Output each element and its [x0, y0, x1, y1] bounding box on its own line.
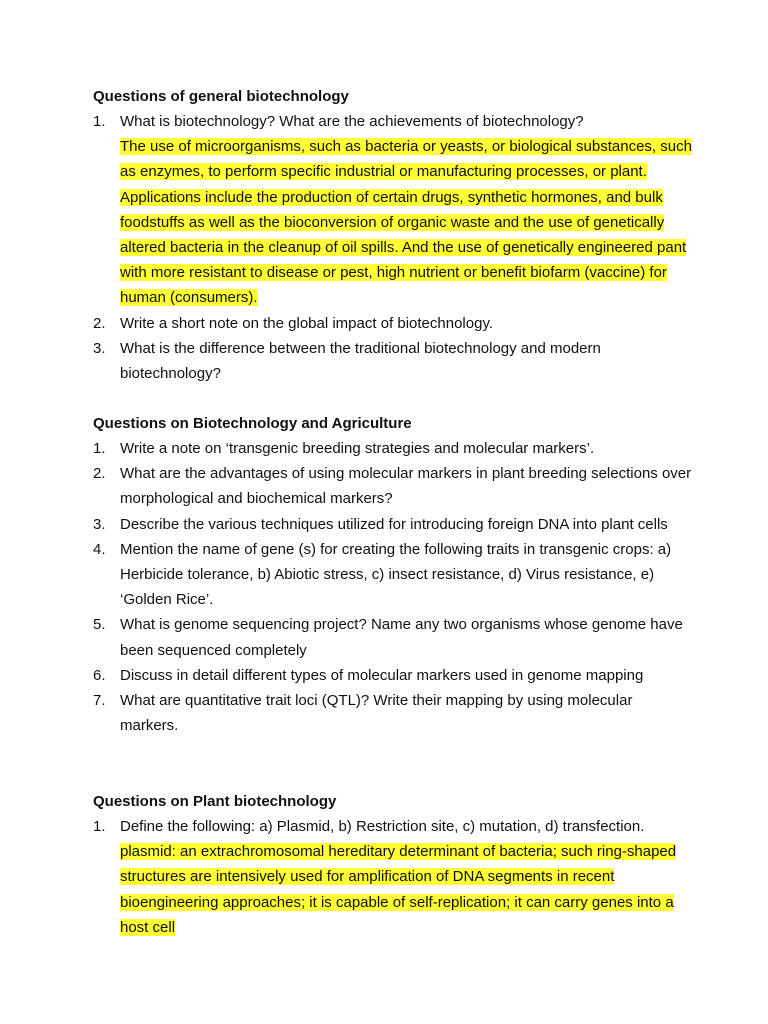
section-heading: Questions on Plant biotechnology	[93, 793, 337, 810]
question-item	[93, 663, 693, 688]
question-item	[93, 461, 693, 511]
section-heading: Questions of general biotechnology	[93, 88, 349, 105]
question-text: What is genome sequencing project? Name any two organisms whose genome have been sequenced completely	[120, 616, 683, 659]
question-item	[93, 512, 693, 537]
question-number: 4.	[93, 540, 106, 558]
question-text: Describe the various techniques utilized for introducing foreign DNA into plant cells	[120, 515, 668, 533]
section-heading: Questions on Biotechnology and Agriculture	[93, 415, 412, 432]
question-item	[93, 336, 693, 386]
question-item	[93, 311, 693, 336]
question-text: What is the difference between the traditional biotechnology and modern biotechnology?	[120, 339, 601, 383]
question-item	[93, 688, 693, 738]
question-number: 3.	[93, 515, 106, 533]
question-number: 2.	[93, 314, 106, 332]
question-number: 6.	[93, 666, 106, 684]
section-plant-biotechnology	[93, 789, 693, 940]
question-text: What are the advantages of using molecular markers in plant breeding selections over morphological and biochemical markers?	[120, 465, 692, 508]
question-number: 1.	[93, 113, 106, 130]
question-list	[93, 109, 693, 386]
question-number: 3.	[93, 339, 106, 357]
question-text: Mention the name of gene (s) for creating the following traits in transgenic crops: a) Herbicide tolerance, b) Abiotic stress, c) insect resistance, d) Virus resistance, e) ‘Golden Rice’.	[120, 540, 672, 609]
question-text: What is biotechnology? What are the achievements of biotechnology?	[120, 113, 584, 130]
question-text: Write a note on ‘transgenic breeding strategies and molecular markers’.	[120, 440, 595, 457]
question-text: Discuss in detail different types of molecular markers used in genome mapping	[120, 666, 644, 684]
question-number: 2.	[93, 465, 106, 483]
question-text: Write a short note on the global impact of biotechnology.	[120, 314, 494, 332]
question-list	[93, 814, 693, 940]
question-list	[93, 436, 693, 738]
question-number: 7.	[93, 692, 106, 710]
highlighted-answer: plasmid: an extrachromosomal hereditary determinant of bacteria; such ring-shaped structures are intensively used for amplification of DNA segments in recent bioengineering approaches; it is capable of self-replication; it can carry genes into a host cell	[120, 843, 677, 936]
section-general-biotechnology	[93, 84, 693, 386]
question-number: 5.	[93, 616, 106, 634]
highlighted-answer: The use of microorganisms, such as bacteria or yeasts, or biological substances, such as enzymes, to perform specific industrial or manufacturing processes, or plant. Applications include the production of certain drugs, synthetic hormones, and bulk foodstuffs as well as the bioconversion of organic waste and the use of genetically altered bacteria in the cleanup of oil spills. And the use of genetically engineered pant with more resistant to disease or pest, high nutrient or benefit biofarm (vaccine) for human (consumers).	[120, 138, 692, 307]
question-text: What are quantitative trait loci (QTL)? Write their mapping by using molecular markers.	[120, 692, 633, 735]
section-biotechnology-agriculture	[93, 411, 693, 738]
question-item	[93, 612, 693, 662]
question-item	[93, 537, 693, 613]
question-number: 1.	[93, 818, 106, 835]
question-number: 1.	[93, 440, 106, 457]
question-item	[93, 109, 693, 311]
question-item	[93, 436, 693, 461]
question-text: Define the following: a) Plasmid, b) Restriction site, c) mutation, d) transfection.	[120, 818, 645, 835]
answer-block	[120, 839, 693, 940]
answer-block	[120, 134, 693, 310]
question-item	[93, 814, 693, 940]
